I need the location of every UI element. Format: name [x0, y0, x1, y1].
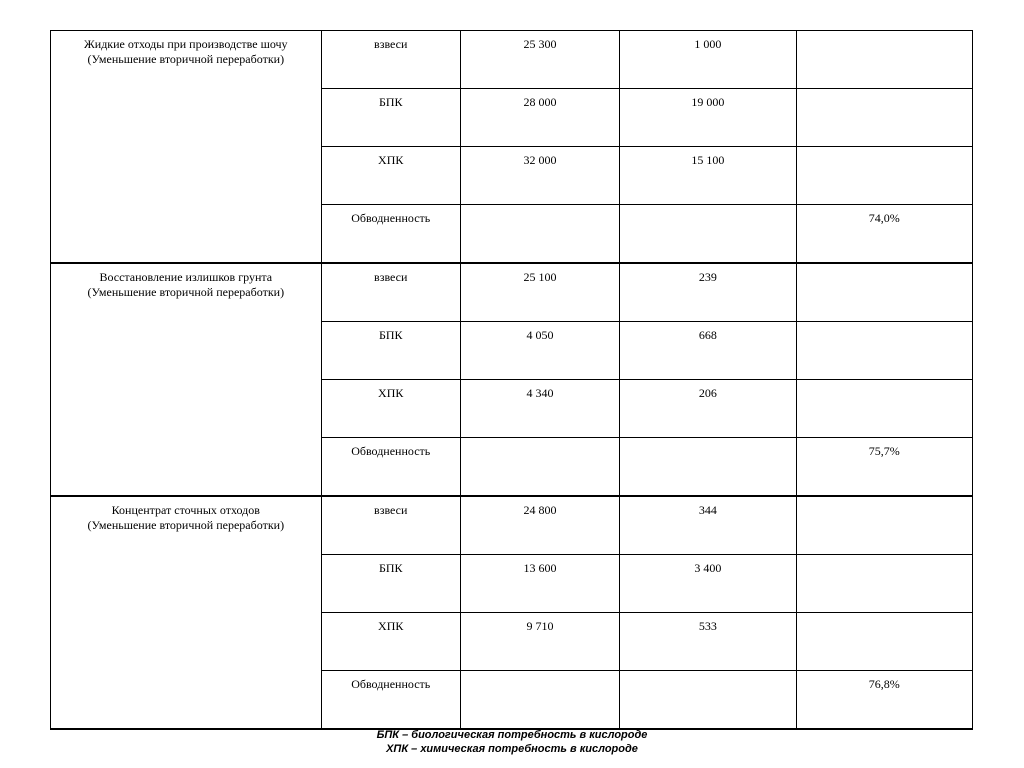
rate-value	[797, 555, 972, 561]
rate-cell	[796, 89, 972, 147]
before-value	[461, 438, 619, 444]
before-value: 24 800	[523, 503, 557, 517]
after-cell	[620, 438, 796, 497]
rate-value	[797, 613, 972, 619]
after-cell	[620, 89, 796, 147]
before-value: 25 100	[523, 270, 557, 284]
param-cell	[321, 671, 460, 730]
after-value: 19 000	[691, 95, 725, 109]
after-cell	[620, 263, 796, 322]
param-cell	[321, 89, 460, 147]
param-cell	[321, 613, 460, 671]
before-value: 32 000	[523, 153, 557, 167]
before-cell	[460, 89, 619, 147]
after-value: 239	[698, 270, 717, 284]
param-label: взвеси	[374, 37, 408, 51]
before-cell	[460, 671, 619, 730]
after-cell	[620, 380, 796, 438]
before-cell	[460, 613, 619, 671]
param-label: Обводненность	[351, 211, 431, 225]
before-value: 4 050	[526, 328, 554, 342]
group-name: Восстановление излишков грунта	[99, 270, 273, 284]
table-row	[51, 263, 973, 322]
after-cell	[620, 322, 796, 380]
rate-cell	[796, 380, 972, 438]
rate-value	[797, 322, 972, 328]
before-value: 13 600	[523, 561, 557, 575]
after-value: 206	[698, 386, 717, 400]
table-row	[51, 496, 973, 555]
rate-value	[797, 497, 972, 503]
rate-value	[797, 147, 972, 153]
param-label: ХПК	[378, 619, 404, 633]
after-value	[620, 438, 795, 444]
footnote-hpk: ХПК – химическая потребность в кислороде	[386, 743, 638, 755]
param-label: взвеси	[374, 503, 408, 517]
before-cell	[460, 380, 619, 438]
rate-value: 75,7%	[868, 444, 900, 458]
rate-cell	[796, 671, 972, 730]
after-value: 15 100	[691, 153, 725, 167]
after-cell	[620, 496, 796, 555]
param-cell	[321, 555, 460, 613]
group-name: Жидкие отходы при производстве шочу	[84, 37, 288, 51]
before-cell	[460, 205, 619, 264]
param-label: ХПК	[378, 153, 404, 167]
after-cell	[620, 147, 796, 205]
rate-value: 76,8%	[868, 677, 900, 691]
rate-value	[797, 89, 972, 95]
rate-value	[797, 264, 972, 270]
param-cell	[321, 496, 460, 555]
before-value	[461, 205, 619, 211]
after-cell	[620, 555, 796, 613]
param-label: Обводненность	[351, 677, 431, 691]
after-value: 1 000	[694, 37, 722, 51]
param-label: Обводненность	[351, 444, 431, 458]
after-cell	[620, 671, 796, 730]
param-cell	[321, 380, 460, 438]
rate-cell	[796, 263, 972, 322]
rate-cell	[796, 322, 972, 380]
before-cell	[460, 322, 619, 380]
footnotes	[0, 728, 1024, 756]
param-cell	[321, 322, 460, 380]
before-value: 4 340	[526, 386, 554, 400]
param-cell	[321, 438, 460, 497]
rate-cell	[796, 613, 972, 671]
param-cell	[321, 205, 460, 264]
before-value: 25 300	[523, 37, 557, 51]
group-name-cell	[51, 31, 322, 264]
rate-value	[797, 31, 972, 37]
rate-cell	[796, 555, 972, 613]
before-cell	[460, 496, 619, 555]
before-cell	[460, 263, 619, 322]
param-label: ХПК	[378, 386, 404, 400]
group-name-cell	[51, 263, 322, 496]
table-row	[51, 31, 973, 89]
before-value: 28 000	[523, 95, 557, 109]
rate-cell	[796, 147, 972, 205]
group-name-cell	[51, 496, 322, 729]
group-subtitle: (Уменьшение вторичной переработки)	[87, 518, 285, 532]
before-value: 9 710	[526, 619, 554, 633]
before-value	[461, 671, 619, 677]
rate-cell	[796, 438, 972, 497]
param-label: БПК	[378, 561, 403, 575]
after-cell	[620, 205, 796, 264]
before-cell	[460, 31, 619, 89]
group-name: Концентрат сточных отходов	[111, 503, 260, 517]
param-cell	[321, 263, 460, 322]
param-label: БПК	[378, 328, 403, 342]
rate-cell	[796, 31, 972, 89]
after-value: 668	[698, 328, 717, 342]
rate-cell	[796, 205, 972, 264]
group-subtitle: (Уменьшение вторичной переработки)	[87, 52, 285, 66]
waste-treatment-table	[50, 30, 973, 730]
after-cell	[620, 613, 796, 671]
after-value	[620, 205, 795, 211]
footnote-bpk: БПК – биологическая потребность в кислороде	[376, 729, 648, 741]
after-value	[620, 671, 795, 677]
param-cell	[321, 31, 460, 89]
rate-value: 74,0%	[868, 211, 900, 225]
param-label: БПК	[378, 95, 403, 109]
before-cell	[460, 147, 619, 205]
before-cell	[460, 438, 619, 497]
param-cell	[321, 147, 460, 205]
after-value: 3 400	[694, 561, 722, 575]
before-cell	[460, 555, 619, 613]
after-cell	[620, 31, 796, 89]
after-value: 533	[698, 619, 717, 633]
rate-cell	[796, 496, 972, 555]
after-value: 344	[698, 503, 717, 517]
param-label: взвеси	[374, 270, 408, 284]
group-subtitle: (Уменьшение вторичной переработки)	[87, 285, 285, 299]
rate-value	[797, 380, 972, 386]
